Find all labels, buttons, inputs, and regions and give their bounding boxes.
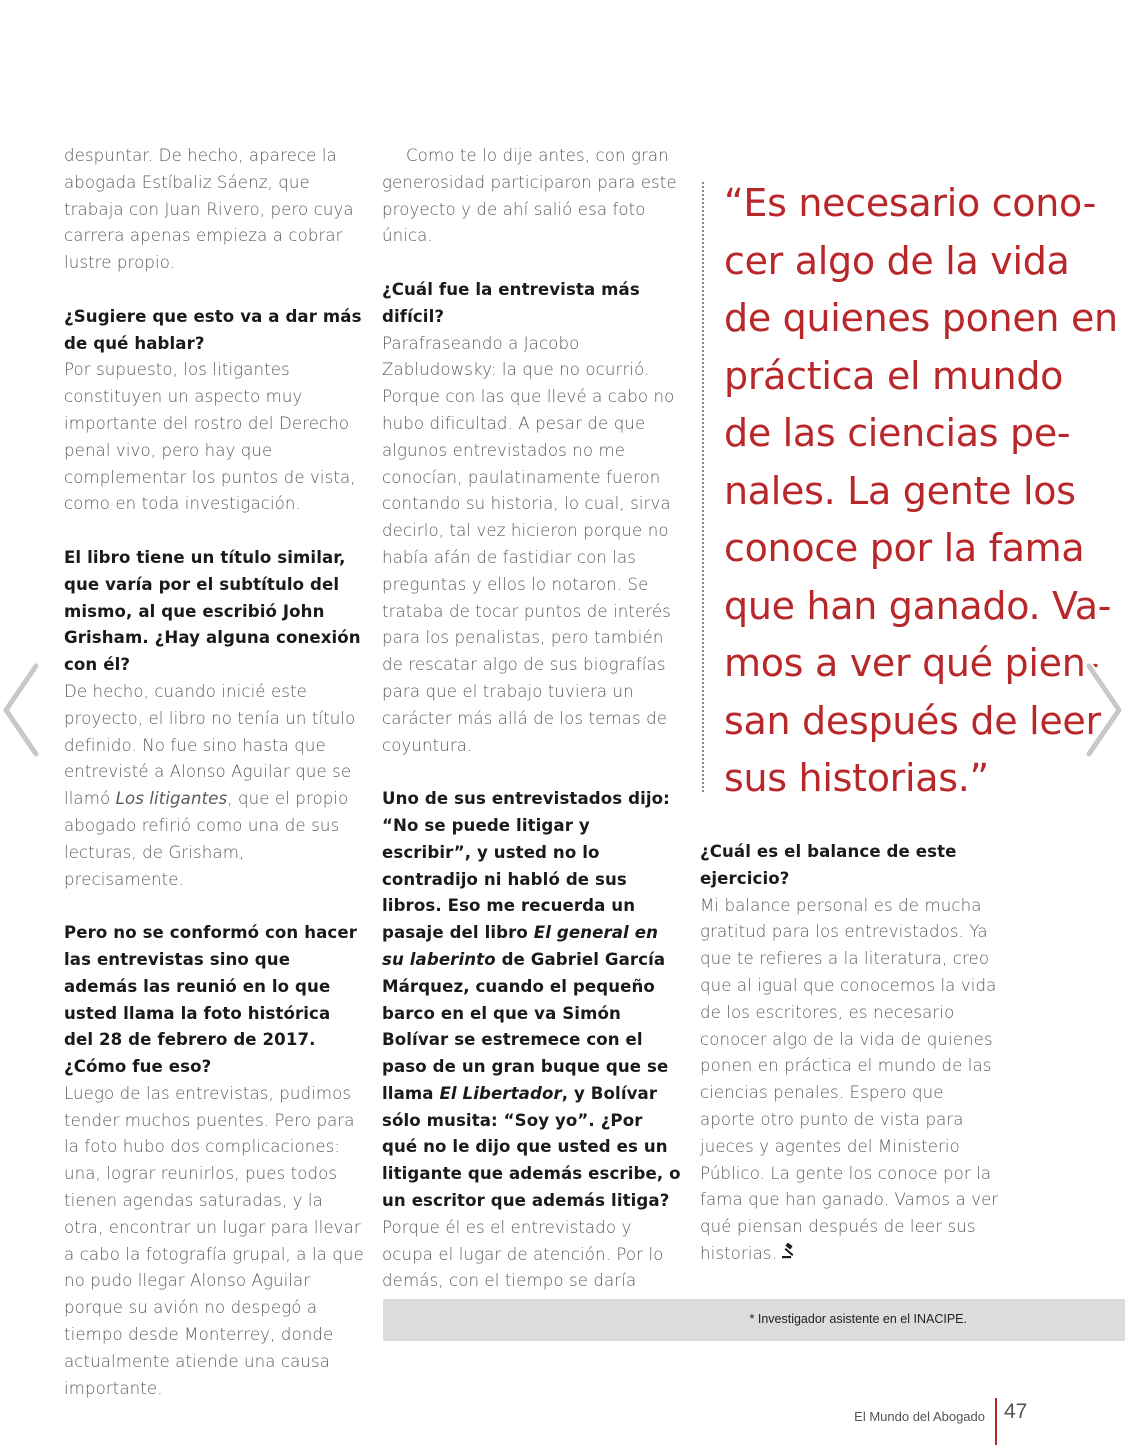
pull-quote-line: cer algo de la vida bbox=[724, 238, 1070, 283]
chevron-right-icon bbox=[1079, 660, 1125, 760]
question: ¿Cuál fue la entrevista más difícil? bbox=[382, 279, 640, 326]
paragraph: despuntar. De hecho, aparece la abogada Estíbaliz Sáenz, que trabaja con Juan Rivero, pero cuya carrera apenas empieza a cobrar lustre propio. bbox=[64, 146, 354, 273]
pull-quote-line: mos a ver qué pien- bbox=[724, 641, 1099, 685]
answer bbox=[64, 679, 364, 893]
answer-text: Mi balance personal es de mucha gratitud para los entrevistados. Ya que te refieres a la literatura, creo que al igual que conocemos la vida de los escritores, es necesario conocer algo de la vida de quienes ponen en práctica el mundo de las ciencias penales. Espero que aporte otro punto de vista para jueces y agentes del Ministerio Público. La gente los conoce por la fama que han ganado. Vamos a ver qué piensan después de leer sus historias. bbox=[700, 895, 999, 1263]
column-1 bbox=[64, 143, 364, 1402]
answer: Luego de las entrevistas, pudimos tender muchos puentes. Pero para la foto hubo dos complicaciones: una, lograr reunirlos, pues todos tienen agendas saturadas, y la otra, encontrar un lugar para llevar a cabo la fotografía grupal, a la que no pudo llegar Alonso Aguilar porque su avión no despegó a tiempo desde Monterrey, donde actualmente atiende una causa importante. bbox=[64, 1083, 364, 1398]
question: ¿Cuál es el balance de este ejercicio? bbox=[700, 842, 957, 888]
answer bbox=[700, 893, 1000, 1268]
footer-divider bbox=[995, 1398, 997, 1445]
pull-quote-line: nales. La gente los bbox=[724, 468, 1076, 513]
publication-name: El Mundo del Abogado bbox=[854, 1409, 985, 1424]
question bbox=[382, 786, 682, 1215]
pull-quote-rule bbox=[702, 182, 704, 792]
pull-quote-line: que han ganado. Va- bbox=[724, 583, 1112, 628]
page-number: 47 bbox=[1004, 1400, 1028, 1423]
question-text: , y Bolívar sólo musita: “Soy yo”. ¿Por qué no le dijo que usted es un litigante que además escribe, o un escritor que además litiga? bbox=[382, 1083, 681, 1211]
previous-page-button[interactable] bbox=[0, 660, 46, 760]
pull-quote-line: de las ciencias pe- bbox=[724, 411, 1071, 455]
pull-quote bbox=[724, 175, 1118, 808]
question: Pero no se conformó con hacer las entrevistas sino que además las reunió en lo que usted llama la foto histórica del 28 de febrero de 2017. ¿Cómo fue eso? bbox=[64, 923, 358, 1077]
question-text: de Gabriel García Márquez, cuando el pequeño barco en el que va Simón Bolívar se estremece con el paso de un gran buque que se llama bbox=[382, 949, 669, 1103]
answer: Porque él es el entrevistado y ocupa el lugar de atención. Por lo demás, con el tiempo se daría bbox=[382, 1217, 664, 1291]
ship-name: El Libertador bbox=[439, 1083, 562, 1103]
pull-quote-line: conoce por la fama bbox=[724, 526, 1085, 570]
answer-text: De hecho, cuando inicié este proyecto, el libro no tenía un título definido. No fue sino hasta que entrevisté a Alonso Aguilar que se llamó bbox=[64, 681, 356, 809]
answer: Parafraseando a Jacobo Zabludowsky: la que no ocurrió. Porque con las que llevé a cabo no hubo dificultad. A pesar de que algunos entrevistados no me conocían, paulatinamente fueron contando su historia, lo cual, sirva decirlo, tal vez hicieron porque no había afán de fastidiar con las preguntas y ellos lo notaron. Se trataba de tocar puntos de interés para los penalistas, pero también de rescatar algo de sus biografías para que el trabajo tuviera un carácter más allá de los temas de coyuntura. bbox=[382, 333, 675, 755]
pull-quote-line: sus historias.” bbox=[724, 756, 989, 800]
answer: Por supuesto, los litigantes constituyen un aspecto muy importante del rostro del Derecho penal vivo, pero hay que complementar los puntos de vista, como en toda investigación. bbox=[64, 360, 356, 514]
column-2 bbox=[382, 143, 682, 1322]
footnote-bar bbox=[383, 1299, 1125, 1341]
question: ¿Sugiere que esto va a dar más de qué hablar? bbox=[64, 306, 362, 353]
column-3 bbox=[700, 839, 1000, 1268]
book-title: El general en su laberinto bbox=[382, 923, 658, 969]
question: El libro tiene un título similar, que varía por el subtítulo del mismo, al que escribió John Grisham. ¿Hay alguna conexión con él? bbox=[64, 547, 361, 675]
book-title: Los litigantes bbox=[115, 789, 228, 809]
gavel-icon bbox=[781, 1241, 799, 1268]
pull-quote-line: “Es necesario cono- bbox=[724, 181, 1097, 225]
pull-quote-line: de quienes ponen en bbox=[724, 296, 1118, 340]
paragraph: Como te lo dije antes, con gran generosidad participaron para este proyecto y de ahí salió esa foto única. bbox=[382, 146, 677, 246]
next-page-button[interactable] bbox=[1079, 660, 1125, 760]
footnote: * Investigador asistente en el INACIPE. bbox=[749, 1312, 967, 1326]
question-text: Uno de sus entrevistados dijo: “No se puede litigar y escribir”, y usted no lo contradijo ni habló de sus libros. Eso me recuerda un pasaje del libro bbox=[382, 789, 670, 943]
pull-quote-line: práctica el mundo bbox=[724, 353, 1064, 398]
answer-text: , que el propio abogado refirió como una de sus lecturas, de Grisham, precisamente. bbox=[64, 789, 349, 889]
chevron-left-icon bbox=[0, 660, 46, 760]
pull-quote-line: san después de leer bbox=[724, 698, 1101, 743]
